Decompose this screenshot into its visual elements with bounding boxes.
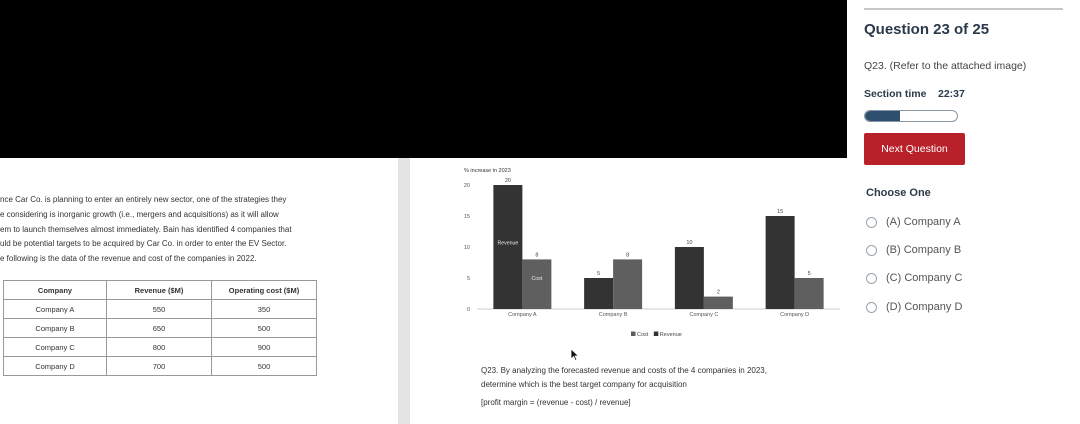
- option-label: (B) Company B: [886, 244, 962, 256]
- option-label: (D) Company D: [886, 301, 963, 313]
- bar-revenue: [493, 185, 522, 309]
- bars: [493, 178, 823, 318]
- option-c[interactable]: [866, 270, 962, 286]
- table-header-row: [4, 281, 317, 300]
- column-header: Revenue ($M): [107, 281, 212, 300]
- x-tick-label: Company D: [780, 312, 810, 318]
- column-header: Company: [4, 281, 107, 300]
- y-tick-label: 0: [466, 307, 470, 313]
- chart-legend: [631, 332, 682, 339]
- in-bar-label: Cost: [531, 276, 543, 283]
- divider: [864, 8, 1063, 10]
- legend-swatch: [631, 332, 636, 337]
- option-label: (C) Company C: [886, 272, 963, 284]
- table-cell: 550: [107, 300, 212, 319]
- option-d[interactable]: [866, 299, 962, 315]
- radio-button[interactable]: [866, 245, 877, 256]
- section-time-value: 22:37: [938, 88, 965, 100]
- data-label: 20: [504, 178, 511, 184]
- section-time-label: Section time: [864, 88, 927, 100]
- question-line: Q23. By analyzing the forecasted revenue and costs of the 4 companies in 2023,: [481, 366, 767, 375]
- legend-swatch: [654, 332, 659, 337]
- data-label: 10: [686, 240, 693, 246]
- legend-label: Cost: [637, 332, 649, 338]
- passage-line: uld be potential targets to be acquired by Car Co. in order to enter the EV Sector.: [0, 239, 287, 249]
- table-cell: Company D: [4, 357, 107, 376]
- bar-cost: [704, 297, 733, 309]
- profit-margin-formula: [profit margin = (revenue - cost) / revenue]: [481, 398, 631, 407]
- table-cell: 500: [212, 357, 317, 376]
- column-header: Operating cost ($M): [212, 281, 317, 300]
- chart-title: % increase in 2023: [464, 168, 511, 174]
- data-label: 5: [597, 271, 601, 277]
- next-question-button[interactable]: Next Question: [864, 133, 965, 165]
- data-label: 8: [626, 252, 630, 259]
- bar-revenue: [766, 216, 795, 309]
- x-tick-label: Company A: [508, 312, 537, 318]
- x-tick-label: Company C: [689, 312, 719, 318]
- legend-label: Revenue: [659, 332, 682, 338]
- table-cell: 800: [107, 338, 212, 357]
- bar-revenue: [675, 247, 704, 309]
- table-cell: 900: [212, 338, 317, 357]
- radio-button[interactable]: [866, 217, 877, 228]
- table-cell: 350: [212, 300, 317, 319]
- choose-one-label: Choose One: [866, 187, 931, 199]
- bar-cost: [522, 259, 551, 309]
- black-overlay: [0, 0, 847, 158]
- panel-divider[interactable]: [398, 158, 410, 424]
- passage-line: nce Car Co. is planning to enter an entirely new sector, one of the strategies they: [0, 195, 287, 204]
- bar-cost: [795, 278, 824, 309]
- time-progress-bar: [864, 110, 958, 122]
- y-tick-label: 20: [463, 183, 470, 189]
- passage-line: e following is the data of the revenue and cost of the companies in 2022.: [0, 254, 257, 264]
- data-label: 15: [777, 209, 784, 215]
- company-data-table: [3, 280, 317, 376]
- data-label: 5: [807, 271, 811, 277]
- table-cell: 500: [212, 319, 317, 338]
- in-bar-label: Revenue: [497, 240, 519, 247]
- table-row: [4, 338, 317, 357]
- y-tick-label: 10: [463, 245, 470, 251]
- time-progress-fill: [865, 111, 900, 121]
- bar-chart: [440, 162, 850, 342]
- question-reference: Q23. (Refer to the attached image): [864, 60, 1027, 72]
- table-cell: Company A: [4, 300, 107, 319]
- table-cell: 700: [107, 357, 212, 376]
- bar-revenue: [584, 278, 613, 309]
- table-cell: Company B: [4, 319, 107, 338]
- table-cell: Company C: [4, 338, 107, 357]
- question-panel: [847, 0, 1080, 424]
- data-label: 8: [535, 252, 539, 259]
- y-tick-label: 5: [466, 276, 470, 282]
- question-line: determine which is the best target company for acquisition: [481, 380, 687, 389]
- passage-text: [0, 193, 325, 267]
- radio-button[interactable]: [866, 273, 877, 284]
- passage-line: em to launch themselves almost immediately. Bain has identified 4 companies that: [0, 224, 292, 234]
- mouse-pointer-icon: [570, 348, 580, 362]
- data-label: 2: [716, 289, 720, 296]
- x-tick-label: Company B: [598, 312, 628, 318]
- option-label: (A) Company A: [886, 216, 961, 228]
- y-tick-label: 15: [463, 214, 470, 220]
- table-row: [4, 319, 317, 338]
- question-text: [481, 364, 841, 410]
- option-b[interactable]: [866, 242, 961, 258]
- passage-line: e considering is inorganic growth (i.e., mergers and acquisitions) as it will allow: [0, 209, 279, 219]
- option-a[interactable]: [866, 214, 961, 230]
- table-row: [4, 300, 317, 319]
- table-row: [4, 357, 317, 376]
- question-counter: Question 23 of 25: [864, 21, 990, 38]
- bar-cost: [613, 259, 642, 309]
- table-cell: 650: [107, 319, 212, 338]
- radio-button[interactable]: [866, 302, 877, 313]
